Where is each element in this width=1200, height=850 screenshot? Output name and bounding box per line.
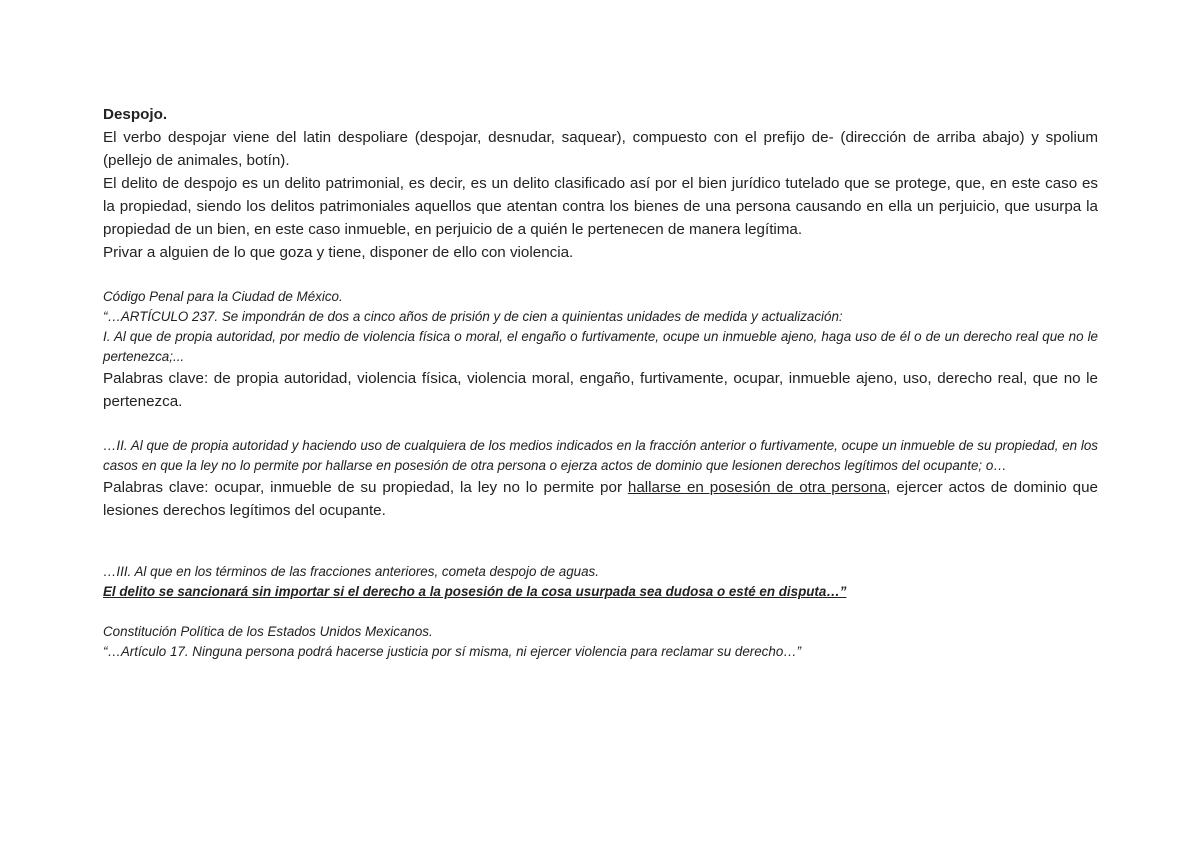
fraction-2-text: …II. Al que de propia autoridad y haciendo uso de cualquiera de los medios indicados en la fracción anterior o furtivamente, ocupe un inmueble de su propiedad, en los casos en que la ley no lo permite por hallarse en posesión de otra persona o ejerza actos de dominio que lesionen derechos legítimos del ocupante; o… bbox=[103, 438, 1098, 473]
meaning-paragraph: Privar a alguien de lo que goza y tiene, disponer de ello con violencia. bbox=[103, 244, 574, 261]
spacer bbox=[103, 522, 1098, 562]
closing-sanction-text: El delito se sancionará sin importar si el derecho a la posesión de la cosa usurpada sea dudosa o esté en disputa…” bbox=[103, 584, 847, 599]
constitucion-source: Constitución Política de los Estados Unidos Mexicanos. bbox=[103, 624, 433, 639]
keywords-2-underlined: hallarse en posesión de otra persona bbox=[627, 479, 887, 496]
document-page bbox=[103, 103, 1098, 662]
keywords-2-before: Palabras clave: ocupar, inmueble de su propiedad, la ley no lo permite por bbox=[103, 479, 628, 496]
definition-paragraph: El delito de despojo es un delito patrimonial, es decir, es un delito clasificado así por el bien jurídico tutelado que se protege, que, en este caso es la propiedad, siendo los delitos patrimoniales aquellos que atentan contra los bienes de una persona causando en ella un perjuicio, que usurpa la propiedad de un bien, en este caso inmueble, en perjuicio de a quién le pertenecen de manera legítima. bbox=[103, 175, 1098, 238]
spacer bbox=[103, 264, 1098, 287]
etymology-paragraph: El verbo despojar viene del latin despoliare (despojar, desnudar, saquear), compuesto con el prefijo de- (dirección de arriba abajo) y spolium (pellejo de animales, botín). bbox=[103, 129, 1098, 169]
spacer bbox=[103, 602, 1098, 622]
keywords-2 bbox=[103, 476, 1098, 522]
article-17-text: “…Artículo 17. Ninguna persona podrá hacerse justicia por sí misma, ni ejercer violencia para reclamar su derecho…” bbox=[103, 644, 802, 659]
fraction-3-text: …III. Al que en los términos de las fracciones anteriores, cometa despojo de aguas. bbox=[103, 564, 599, 579]
spacer bbox=[103, 413, 1098, 436]
keywords-1: Palabras clave: de propia autoridad, violencia física, violencia moral, engaño, furtivamente, ocupar, inmueble ajeno, uso, derecho real, que no le pertenezca. bbox=[103, 370, 1098, 410]
codigo-penal-source: Código Penal para la Ciudad de México. bbox=[103, 289, 343, 304]
fraction-1-text: I. Al que de propia autoridad, por medio de violencia física o moral, el engaño o furtivamente, ocupe un inmueble ajeno, haga uso de él o de un derecho real que no le pertenezca;... bbox=[103, 329, 1098, 364]
document-title: Despojo. bbox=[103, 106, 168, 123]
article-237-header: “…ARTÍCULO 237. Se impondrán de dos a cinco años de prisión y de cien a quinientas unidades de medida y actualización: bbox=[103, 309, 843, 324]
keywords-2-after: , ejercer actos de dominio que lesiones derechos legítimos del ocupante. bbox=[103, 479, 1098, 519]
